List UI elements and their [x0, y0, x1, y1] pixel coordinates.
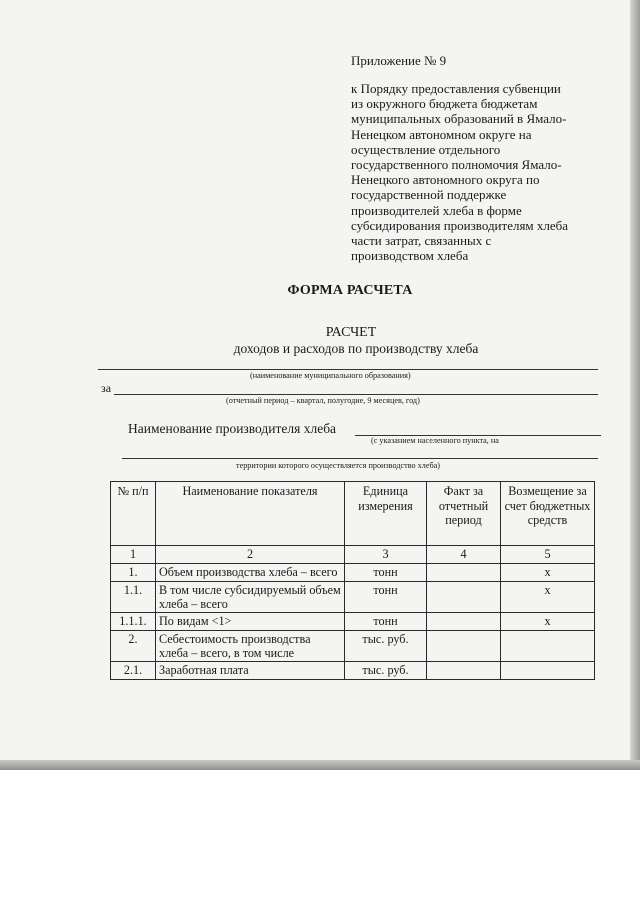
row-unit: тыс. руб. — [345, 662, 427, 680]
row-name: Себестоимость производства хлеба – всего, в том числе — [156, 631, 345, 662]
row-unit: тонн — [345, 613, 427, 631]
row-num: 1. — [111, 564, 156, 582]
row-fact-cell[interactable] — [427, 631, 501, 662]
appendix-line: к Порядку предоставления субвенции — [351, 81, 561, 96]
period-caption: (отчетный период – квартал, полугодие, 9 месяцев, год) — [226, 396, 420, 405]
appendix-line: Ненецком автономном округе на — [351, 126, 532, 142]
row-name: Объем производства хлеба – всего — [156, 564, 345, 582]
row-unit: тонн — [345, 564, 427, 582]
period-fill-line[interactable] — [114, 394, 598, 395]
calc-title: РАСЧЕТ — [325, 325, 377, 340]
appendix-line: части затрат, связанных с — [351, 233, 492, 249]
header-name: Наименование показателя — [156, 482, 345, 546]
form-title: ФОРМА РАСЧЕТА — [287, 283, 413, 298]
appendix-line: государственного полномочия Ямало- — [351, 157, 562, 173]
row-refund: х — [501, 582, 595, 613]
row-name: По видам <1> — [156, 613, 345, 631]
appendix-line: государственной поддержке — [351, 187, 507, 203]
row-name: В том числе субсидируемый объем хлеба – всего — [156, 582, 345, 613]
row-unit: тыс. руб. — [345, 631, 427, 662]
row-name: Заработная плата — [156, 662, 345, 680]
producer-caption-1: (с указанием населенного пункта, на — [371, 436, 499, 445]
appendix-line: субсидирования производителям хлеба — [351, 217, 569, 233]
table-row — [111, 582, 595, 613]
header-fact: Факт за отчетный период — [427, 482, 501, 546]
header-unit: Единица измерения — [345, 482, 427, 546]
appendix-title: Приложение № 9 — [351, 53, 447, 68]
producer-label: Наименование производителя хлеба — [128, 421, 337, 436]
producer-fill-line-2[interactable] — [122, 458, 598, 459]
scan-edge-shadow-bottom — [0, 760, 640, 770]
column-number: 1 — [111, 546, 156, 564]
table-header-row — [111, 482, 595, 546]
row-fact-cell[interactable] — [427, 613, 501, 631]
municipality-fill-line[interactable] — [98, 369, 598, 370]
row-fact-cell[interactable] — [427, 662, 501, 680]
column-number: 5 — [501, 546, 595, 564]
table-row — [111, 564, 595, 582]
header-refund: Возмещение за счет бюджетных средств — [501, 482, 595, 546]
calculation-table — [110, 481, 595, 680]
row-refund: х — [501, 613, 595, 631]
appendix-text — [351, 81, 611, 263]
appendix-line: производством хлеба — [351, 248, 469, 264]
table-row — [111, 662, 595, 680]
period-prefix: за — [101, 381, 112, 395]
appendix-line: муниципальных образований в Ямало- — [351, 111, 567, 127]
column-number: 4 — [427, 546, 501, 564]
header-num: № п/п — [111, 482, 156, 546]
row-refund-cell[interactable] — [501, 662, 595, 680]
scan-edge-shadow-right — [630, 0, 640, 768]
row-num: 2. — [111, 631, 156, 662]
column-number: 2 — [156, 546, 345, 564]
appendix-line: осуществление отдельного — [351, 141, 501, 157]
appendix-line: из окружного бюджета бюджетам — [351, 96, 538, 112]
table-column-numbers-row — [111, 546, 595, 564]
row-fact-cell[interactable] — [427, 582, 501, 613]
appendix-line: Ненецкого автономного округа по — [351, 172, 540, 188]
row-refund: х — [501, 564, 595, 582]
column-number: 3 — [345, 546, 427, 564]
row-fact-cell[interactable] — [427, 564, 501, 582]
appendix-line: производителей хлеба в форме — [351, 202, 522, 218]
row-num: 2.1. — [111, 662, 156, 680]
producer-caption-2: территории которого осуществляется производство хлеба) — [236, 461, 441, 470]
table-row — [111, 613, 595, 631]
table-row — [111, 631, 595, 662]
row-unit: тонн — [345, 582, 427, 613]
row-num: 1.1. — [111, 582, 156, 613]
calc-subtitle: доходов и расходов по производству хлеба — [233, 341, 479, 356]
municipality-caption: (наименование муниципального образования) — [250, 371, 411, 380]
row-refund-cell[interactable] — [501, 631, 595, 662]
row-num: 1.1.1. — [111, 613, 156, 631]
